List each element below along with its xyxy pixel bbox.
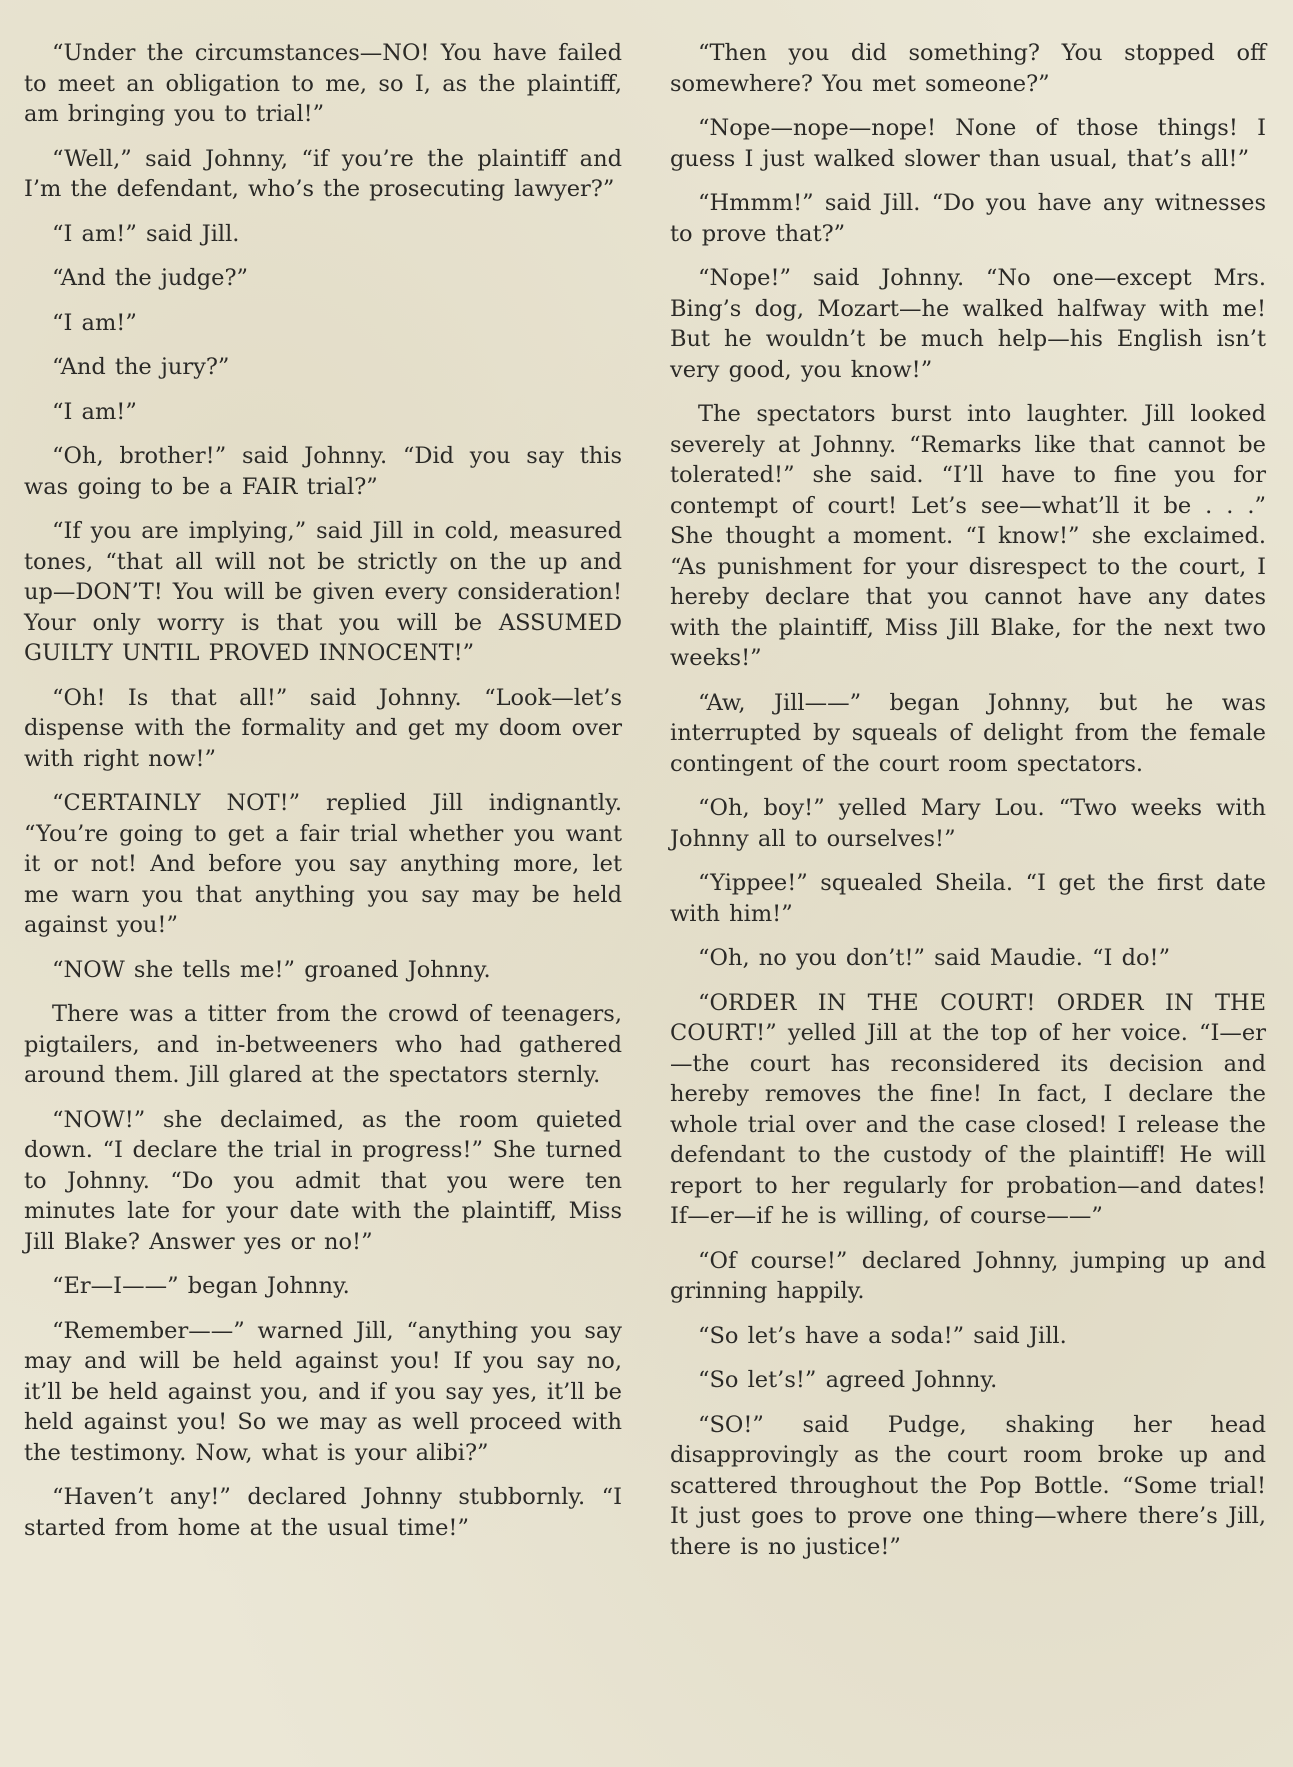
paragraph: “Hmmm!” said Jill. “Do you have any witnesses to prove that?”	[670, 190, 1266, 247]
paragraph: “CERTAINLY NOT!” replied Jill indignantly. “You’re going to get a fair trial whether you want it or not! And before you say anything more, let me warn you that anything you say may be held against you!”	[24, 790, 622, 938]
paragraph: “Yippee!” squealed Sheila. “I get the first date with him!”	[670, 870, 1266, 927]
paragraph: “Nope—nope—nope! None of those things! I guess I just walked slower than usual, that’s all!”	[670, 115, 1266, 172]
paragraph: “Haven’t any!” declared Johnny stubbornly. “I started from home at the usual time!”	[24, 1484, 622, 1541]
left-text-column	[24, 38, 622, 1557]
paragraph: “Oh! Is that all!” said Johnny. “Look—let’s dispense with the formality and get my doom over with right now!”	[24, 684, 622, 772]
paragraph: “I am!” said Jill.	[52, 220, 240, 247]
paragraph: “I am!”	[52, 398, 137, 425]
paragraph: “ORDER IN THE COURT! ORDER IN THE COURT!” yelled Jill at the top of her voice. “I—er—the court has reconsidered its decision and hereby removes the fine! In fact, I declare the whole trial over and the case closed! I release the defendant to the custody of the plaintiff! He will report to her regularly for probation—and dates! If—er—if he is willing, of course——”	[670, 989, 1266, 1229]
paragraph: “Well,” said Johnny, “if you’re the plaintiff and I’m the defendant, who’s the prosecuting lawyer?”	[24, 145, 622, 202]
paragraph: “I am!”	[52, 309, 137, 336]
paragraph: “NOW!” she declaimed, as the room quieted down. “I declare the trial in progress!” She turned to Johnny. “Do you admit that you were ten minutes late for your date with the plaintiff, Miss Jill Blake? Answer yes or no!”	[24, 1106, 622, 1255]
paragraph: “And the jury?”	[52, 354, 230, 380]
paragraph: The spectators burst into laughter. Jill looked severely at Johnny. “Remarks like that cannot be tolerated!” she said. “I’ll have to fine you for contempt of court! Let’s see—what’ll it be . . .” She thought a moment. “I know!” she exclaimed. “As punishment for your disrespect to the court, I hereby declare that you cannot have any dates with the plaintiff, Miss Jill Blake, for the next two weeks!”	[670, 401, 1266, 671]
paragraph: “Oh, brother!” said Johnny. “Did you say this was going to be a FAIR trial?”	[24, 443, 622, 500]
paragraph: “Then you did something? You stopped off somewhere? You met someone?”	[670, 40, 1266, 97]
paragraph: “Aw, Jill——” began Johnny, but he was interrupted by squeals of delight from the female contingent of the court room spectators.	[670, 689, 1266, 777]
right-text-column	[670, 38, 1266, 1576]
paragraph: “Under the circumstances—NO! You have failed to meet an obligation to me, so I, as the plaintiff, am bringing you to trial!”	[24, 40, 622, 127]
paragraph: “And the judge?”	[52, 265, 249, 291]
paragraph: “Oh, no you don’t!” said Maudie. “I do!”	[698, 945, 1171, 971]
paragraph: “Remember——” warned Jill, “anything you say may and will be held against you! If you say no, it’ll be held against you, and if you say yes, it’ll be held against you! So we may as well proceed with the testimony. Now, what is your alibi?”	[24, 1317, 622, 1466]
paragraph: “NOW she tells me!” groaned Johnny.	[52, 956, 491, 983]
paragraph: “Er—I——” began Johnny.	[52, 1273, 350, 1299]
paragraph: “So let’s!” agreed Johnny.	[698, 1367, 998, 1393]
paragraph: “Of course!” declared Johnny, jumping up and grinning happily.	[670, 1247, 1266, 1304]
paragraph: “If you are implying,” said Jill in cold, measured tones, “that all will not be strictly on the up and up—DON’T! You will be given every consideration! Your only worry is that you will be ASSUMED GUILTY UNTIL PROVED INNOCENT!”	[24, 518, 622, 666]
paragraph: “Nope!” said Johnny. “No one—except Mrs. Bing’s dog, Mozart—he walked halfway with me! But he wouldn’t be much help—his English isn’t very good, you know!”	[670, 265, 1266, 383]
paragraph: There was a titter from the crowd of teenagers, pigtailers, and in-betweeners who had gathered around them. Jill glared at the spectators sternly.	[24, 1001, 622, 1088]
paragraph: “Oh, boy!” yelled Mary Lou. “Two weeks with Johnny all to ourselves!”	[670, 795, 1266, 852]
paragraph: “So let’s have a soda!” said Jill.	[698, 1322, 1067, 1349]
paragraph: “SO!” said Pudge, shaking her head disapprovingly as the court room broke up and scattered throughout the Pop Bottle. “Some trial! It just goes to prove one thing—where there’s Jill, there is no justice!”	[670, 1411, 1266, 1560]
